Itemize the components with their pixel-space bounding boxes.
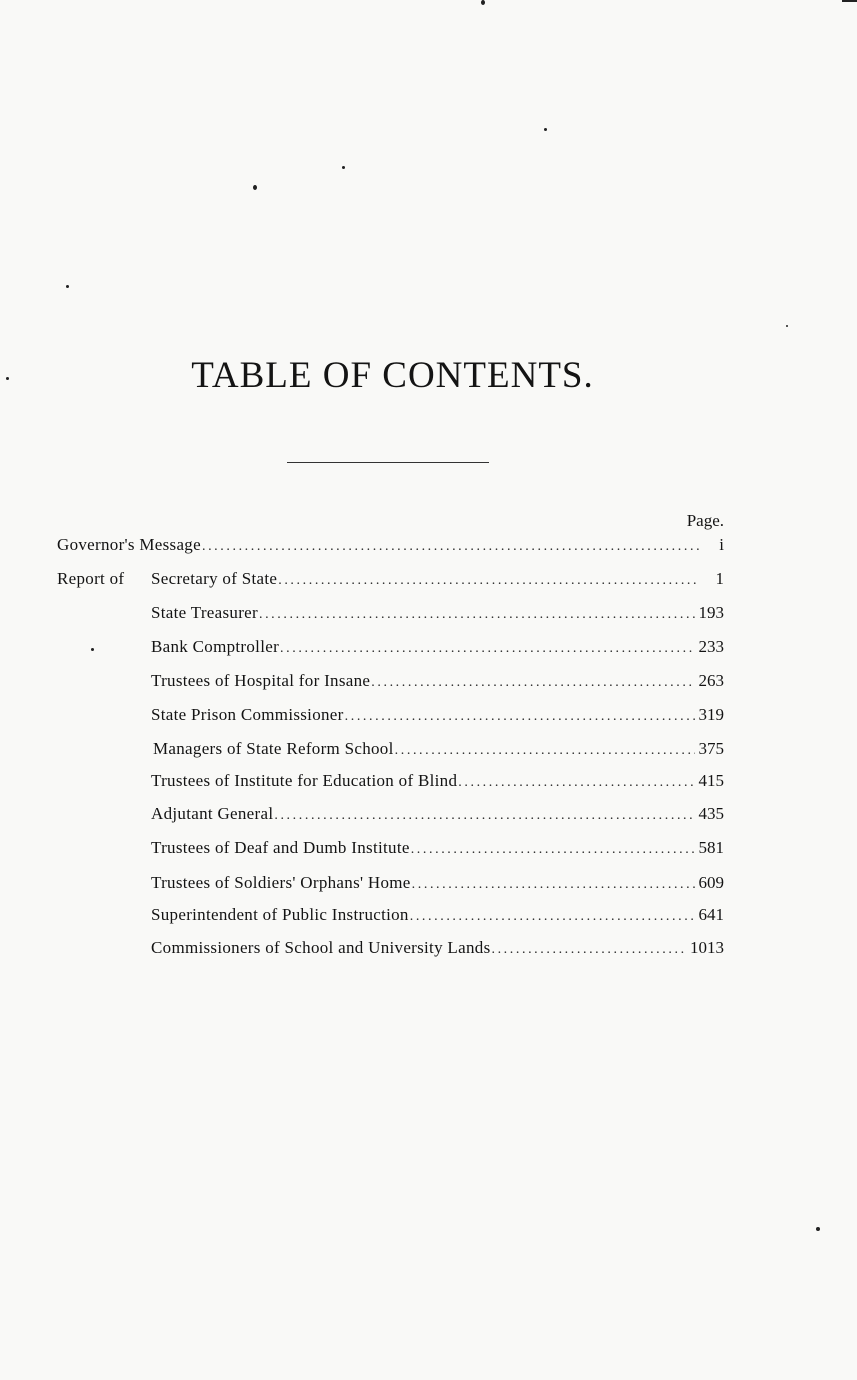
toc-entry [151,835,724,861]
scan-speck [342,166,345,169]
toc-entry-label: State Treasurer [151,603,258,622]
toc-entry-label: Trustees of Deaf and Dumb Institute [151,838,410,857]
toc-entry [153,736,724,762]
scan-speck [66,285,69,288]
toc-entry-page: i [719,535,724,554]
toc-entry-label: Trustees of Hospital for Insane [151,671,371,690]
toc-entry [151,600,724,626]
dot-leader [259,602,695,626]
toc-entry-label: Trustees of Soldiers' Orphans' Home [151,873,411,892]
dot-leader [202,534,700,558]
toc-entry-page: 193 [698,603,724,622]
scan-speck [91,648,94,651]
toc-entry [151,902,724,928]
toc-entry-page: 609 [698,873,724,892]
page-title: TABLE OF CONTENTS. [191,355,594,396]
scan-speck [481,0,485,5]
toc-entry-page: 415 [698,771,724,790]
toc-entry [151,935,724,961]
dot-leader [280,636,694,660]
toc-entry [57,532,724,558]
toc-entry-label: State Prison Commissioner [151,705,344,724]
toc-entry [151,668,724,694]
toc-entry-page: 1013 [690,938,724,957]
toc-entry-label: Managers of State Reform School [153,739,394,758]
toc-entry-page: 375 [698,739,724,758]
dot-leader [458,770,694,794]
toc-entry-label: Secretary of State [151,569,278,588]
report-of-prefix: Report of [57,569,125,588]
toc-entry [151,801,724,827]
toc-entry-label: Trustees of Institute for Education of Blind [151,771,458,790]
toc-entry-label: Superintendent of Public Instruction [151,905,409,924]
dot-leader [491,937,686,961]
toc-entry-page: 641 [698,905,724,924]
toc-entry-page: 581 [698,838,724,857]
dot-leader [395,738,695,762]
toc-entry [151,870,724,896]
dot-leader [410,904,695,928]
toc-entry [151,702,724,728]
dot-leader [345,704,695,728]
toc-entry-page: 263 [698,671,724,690]
toc-entry-page: 1 [715,569,724,588]
toc-entry-page: 233 [698,637,724,656]
toc-entry-label: Governor's Message [57,535,201,554]
toc-entry [151,566,724,592]
toc-entry-page: 319 [698,705,724,724]
toc-entry [151,634,724,660]
dot-leader [274,803,694,827]
scan-speck [253,185,257,190]
dot-leader [412,872,695,896]
scan-speck [544,128,547,131]
toc-entry [151,768,724,794]
scan-speck [6,377,9,380]
toc-entry-label: Bank Comptroller [151,637,280,656]
scan-speck [842,0,857,2]
toc-entry-label: Commissioners of School and University Lands [151,938,491,957]
scan-speck [786,325,788,327]
page-column-header: Page. [686,511,724,530]
dot-leader [371,670,694,694]
toc-entry-label: Adjutant General [151,804,274,823]
dot-leader [411,837,695,861]
toc-entry-page: 435 [698,804,724,823]
dot-leader [278,568,700,592]
scan-speck [816,1227,820,1231]
